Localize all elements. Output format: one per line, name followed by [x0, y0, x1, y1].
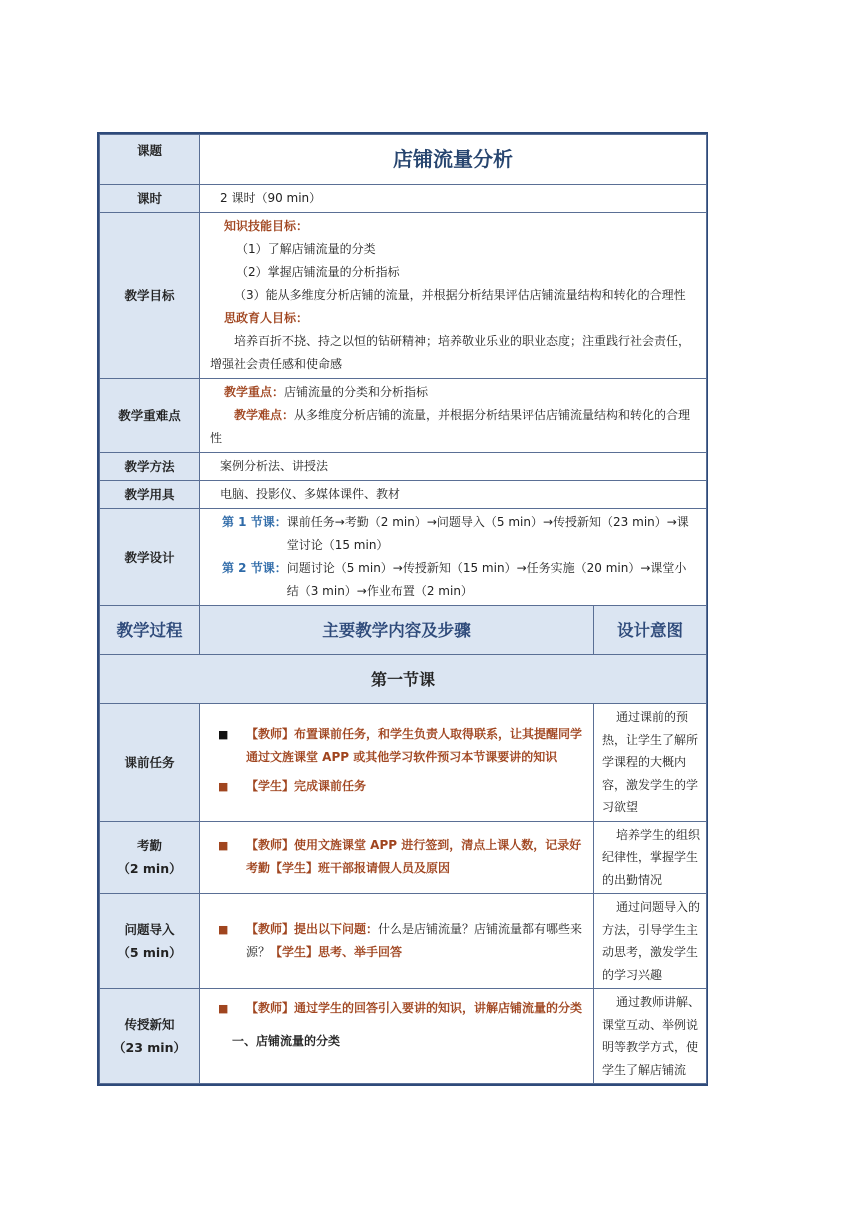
difficult-text: 从多维度分析店铺的流量，并根据分析结果评估店铺流量结构和转化的合理性	[210, 408, 691, 445]
design-lesson-2	[210, 557, 698, 603]
row-content-question	[200, 894, 594, 989]
key-points-content	[200, 379, 707, 453]
goal-item-3: （3）能从多维度分析店铺的流量，并根据分析结果评估店铺流量结构和转化的合理性	[234, 288, 686, 302]
methods-label: 教学方法	[100, 453, 200, 481]
bullet-teacher: ■ 【教师】提出以下问题：什么是店铺流量？店铺流量都有哪些来源？【学生】思考、举手回答	[200, 918, 593, 964]
section-heading: 一、店铺流量的分类	[232, 1034, 341, 1048]
methods-value: 案例分析法、讲授法	[200, 453, 707, 481]
ideology-heading: 思政育人目标：	[224, 311, 309, 325]
title-label: 课题	[100, 135, 200, 185]
lesson-2-label: 第 2 节课：	[222, 561, 287, 575]
header-content: 主要教学内容及步骤	[200, 606, 594, 655]
row-label-pre-task: 课前任务	[100, 704, 200, 822]
design-lesson-1	[210, 511, 698, 557]
hours-value: 2 课时（90 min）	[200, 185, 707, 213]
row-label-question: 问题导入 （5 min）	[100, 894, 200, 989]
header-process: 教学过程	[100, 606, 200, 655]
knowledge-heading: 知识技能目标：	[224, 219, 309, 233]
bullet-teacher: ■ 【教师】使用文旌课堂 APP 进行签到，清点上课人数，记录好考勤【学生】班干部报请假人员及原因	[200, 834, 593, 880]
key-points-label: 教学重难点	[100, 379, 200, 453]
page-title: 店铺流量分析	[200, 135, 707, 185]
row-label-new-knowledge: 传授新知 （23 min）	[100, 989, 200, 1084]
section-title: 第一节课	[100, 655, 707, 704]
row-content-new-knowledge	[200, 989, 594, 1084]
bullet-square-icon: ■	[218, 727, 229, 741]
tools-value: 电脑、投影仪、多媒体课件、教材	[200, 481, 707, 509]
difficult-point-line	[210, 404, 698, 450]
bullet-teacher: ■ 【教师】通过学生的回答引入要讲的知识，讲解店铺流量的分类	[200, 997, 593, 1020]
header-intent: 设计意图	[594, 606, 707, 655]
row-content-attendance	[200, 821, 594, 894]
goal-item-2: （2）掌握店铺流量的分析指标	[236, 265, 400, 279]
hours-label: 课时	[100, 185, 200, 213]
bullet-square-icon: ■	[218, 1002, 229, 1015]
key-text: 店铺流量的分类和分析指标	[284, 385, 429, 399]
key-point-line	[210, 381, 698, 404]
lesson-plan-table	[97, 132, 708, 1086]
lesson-2-text: 问题讨论（5 min）→传授新知（15 min）→任务实施（20 min）→课堂小结（3 min）→作业布置（2 min）	[286, 561, 687, 598]
row-content-pre-task	[200, 704, 594, 822]
ideology-text: 培养百折不挠、持之以恒的钻研精神；培养敬业乐业的职业态度；注重践行社会责任，增强社会责任感和使命感	[210, 334, 691, 371]
bullet-teacher: ■ 【教师】布置课前任务，和学生负责人取得联系，让其提醒同学通过文旌课堂 APP 或其他学习软件预习本节课要讲的知识	[200, 723, 593, 769]
goals-content	[200, 213, 707, 379]
row-intent-question: 通过问题导入的方法，引导学生主动思考，激发学生的学习兴趣	[594, 894, 707, 989]
lesson-1-label: 第 1 节课：	[222, 515, 287, 529]
row-intent-new-knowledge: 通过教师讲解、课堂互动、举例说明等教学方式，使学生了解店铺流	[594, 989, 707, 1084]
bullet-square-icon: ■	[218, 779, 229, 793]
design-label: 教学设计	[100, 509, 200, 606]
row-intent-pre-task: 通过课前的预热，让学生了解所学课程的大概内容，激发学生的学习欲望	[594, 704, 707, 822]
row-intent-attendance: 培养学生的组织纪律性，掌握学生的出勤情况	[594, 821, 707, 894]
row-label-attendance: 考勤 （2 min）	[100, 821, 200, 894]
goal-item-1: （1）了解店铺流量的分类	[236, 242, 376, 256]
goals-label: 教学目标	[100, 213, 200, 379]
difficult-label: 教学难点：	[234, 408, 295, 422]
tools-label: 教学用具	[100, 481, 200, 509]
design-content	[200, 509, 707, 606]
lesson-1-text: 课前任务→考勤（2 min）→问题导入（5 min）→传授新知（23 min）→课堂讨论（15 min）	[286, 515, 689, 552]
key-label: 教学重点：	[224, 385, 285, 399]
bullet-student: ■ 【学生】完成课前任务	[200, 775, 593, 798]
bullet-square-icon: ■	[218, 839, 229, 853]
bullet-square-icon: ■	[218, 923, 229, 936]
